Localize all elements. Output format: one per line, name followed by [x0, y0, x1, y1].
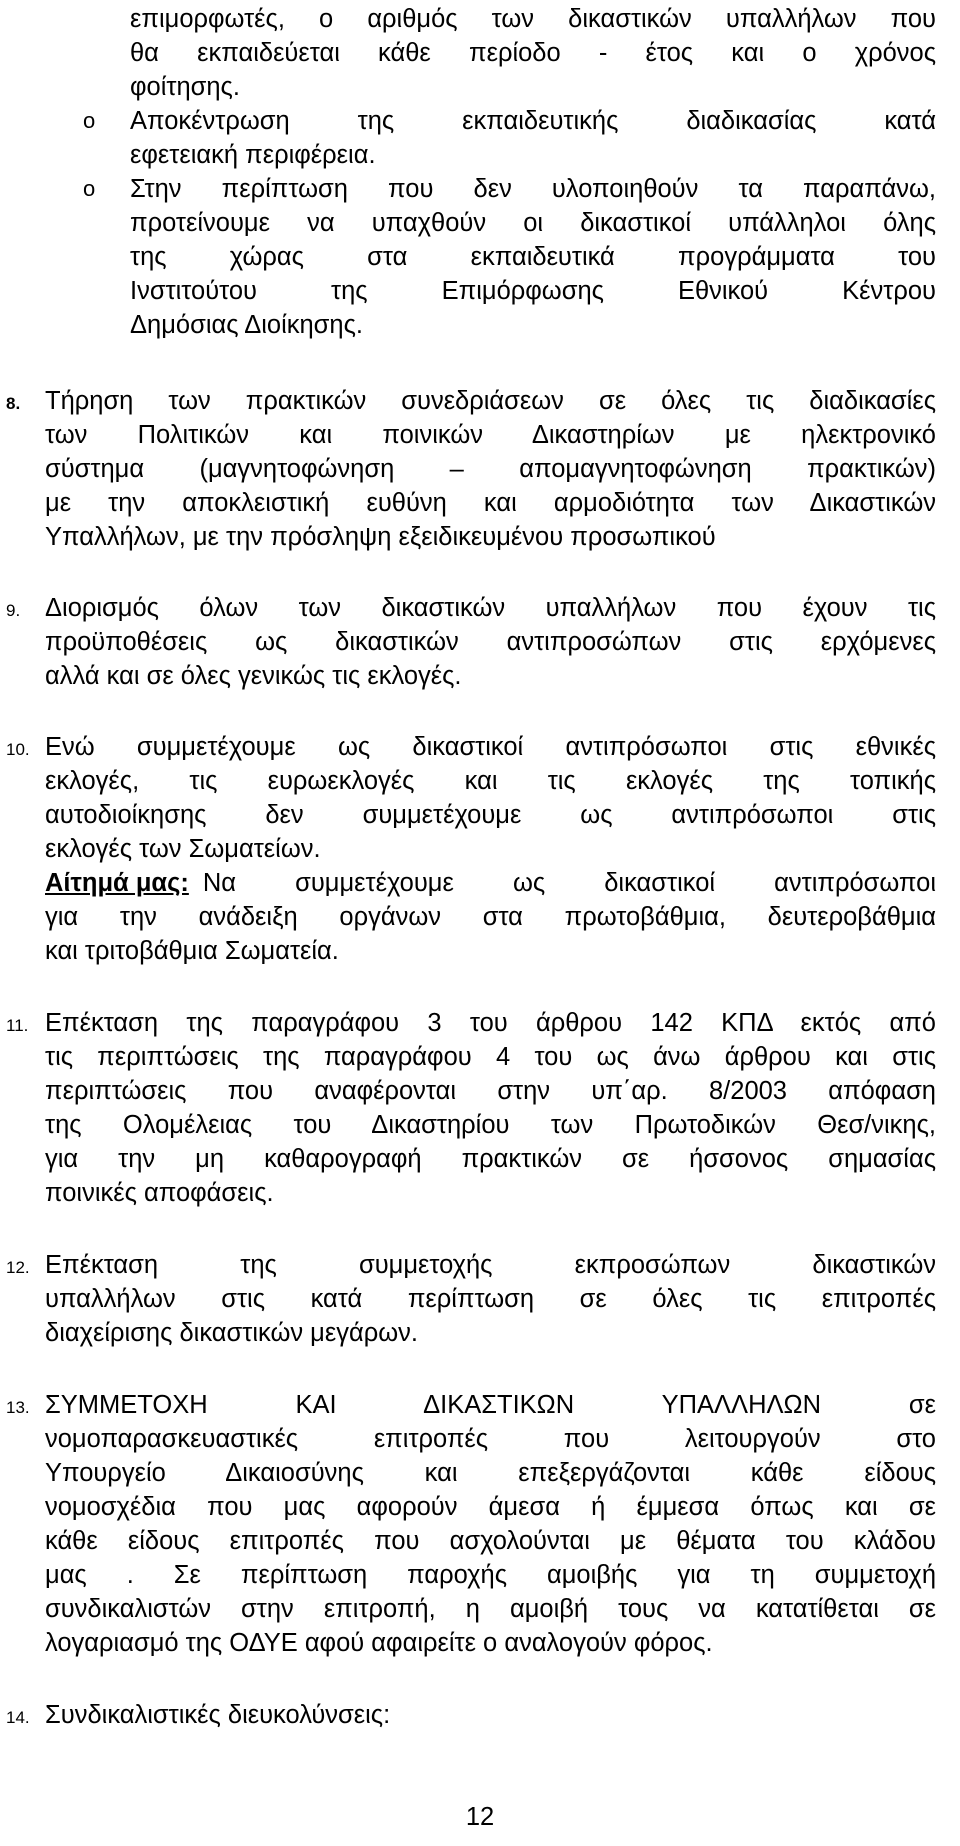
bullet-marker: o [83, 176, 96, 201]
bullet-line: εφετειακή περιφέρεια. [130, 141, 376, 169]
paragraph-line: θα εκπαιδεύεται κάθε περίοδο - έτος και ο χρόνος [130, 39, 936, 67]
item-line: εκλογές των Σωματείων. [45, 835, 321, 863]
item-line: Υπαλλήλων, με την πρόσληψη εξειδικευμένου προσωπικού [45, 523, 716, 551]
item-line: λογαριασμό της ΟΔΥΕ αφού αφαιρείτε ο αναλογούν φόρος. [45, 1629, 713, 1657]
paragraph-line: φοίτησης. [130, 73, 240, 101]
item-line: Επέκταση της παραγράφου 3 του άρθρου 142 ΚΠΔ εκτός από [45, 1009, 936, 1037]
bullet-line: Δημόσιας Διοίκησης. [130, 311, 363, 339]
item-line: Ενώ συμμετέχουμε ως δικαστικοί αντιπρόσωποι στις εθνικές [45, 733, 936, 761]
item-line: με την αποκλειστική ευθύνη και αρμοδιότητα των Δικαστικών [45, 489, 936, 517]
item-line: της Ολομέλειας του Δικαστηρίου των Πρωτοδικών Θεσ/νικης, [45, 1111, 936, 1139]
item-line: ποινικές αποφάσεις. [45, 1179, 274, 1207]
request-line [45, 866, 936, 900]
item-line: αλλά και σε όλες γενικώς τις εκλογές. [45, 662, 462, 690]
request-text: Να συμμετέχουμε ως δικαστικοί αντιπρόσωποι [202, 869, 936, 897]
bullet-line: της χώρας στα εκπαιδευτικά προγράμματα του [130, 243, 936, 271]
item-line: διαχείρισης δικαστικών μεγάρων. [45, 1319, 418, 1347]
item-line: συνδικαλιστών στην επιτροπή, η αμοιβή τους να κατατίθεται σε [45, 1595, 936, 1623]
item-line: αυτοδιοίκησης δεν συμμετέχουμε ως αντιπρόσωποι στις [45, 801, 936, 829]
request-label: Αίτημά μας: [45, 869, 189, 897]
item-line: των Πολιτικών και ποινικών Δικαστηρίων με ηλεκτρονικό [45, 421, 936, 449]
item-number: 13. [6, 1398, 30, 1417]
item-line: εκλογές, τις ευρωεκλογές και τις εκλογές της τοπικής [45, 767, 936, 795]
item-number: 12. [6, 1258, 30, 1277]
paragraph-line: επιμορφωτές, ο αριθμός των δικαστικών υπαλλήλων που [130, 5, 936, 33]
bullet-line: Ινστιτούτου της Επιμόρφωσης Εθνικού Κέντρου [130, 277, 936, 305]
item-line: Υπουργείο Δικαιοσύνης και επεξεργάζονται κάθε είδους [45, 1459, 936, 1487]
item-number: 14. [6, 1708, 30, 1727]
item-line: Διορισμός όλων των δικαστικών υπαλλήλων που έχουν τις [45, 594, 936, 622]
bullet-marker: o [83, 108, 96, 133]
item-line: μας . Σε περίπτωση παροχής αμοιβής για τη συμμετοχή [45, 1561, 936, 1589]
item-number: 9. [6, 601, 21, 620]
item-line: για την μη καθαρογραφή πρακτικών σε ήσσονος σημασίας [45, 1145, 936, 1173]
bullet-line: προτείνουμε να υπαχθούν οι δικαστικοί υπάλληλοι όλης [130, 209, 936, 237]
item-line: κάθε είδους επιτροπές που ασχολούνται με θέματα του κλάδου [45, 1527, 936, 1555]
request-line: και τριτοβάθμια Σωματεία. [45, 937, 339, 965]
item-line: σύστημα (μαγνητοφώνηση – απομαγνητοφώνηση πρακτικών) [45, 455, 936, 483]
item-line: Επέκταση της συμμετοχής εκπροσώπων δικαστικών [45, 1251, 936, 1279]
request-line: για την ανάδειξη οργάνων στα πρωτοβάθμια, δευτεροβάθμια [45, 903, 936, 931]
item-number: 11. [6, 1016, 29, 1035]
page-number: 12 [465, 1803, 495, 1831]
item-line: ΣΥΜΜΕΤΟΧΗ ΚΑΙ ΔΙΚΑΣΤΙΚΩΝ ΥΠΑΛΛΗΛΩΝ σε [45, 1391, 936, 1419]
item-line: νομοπαρασκευαστικές επιτροπές που λειτουργούν στο [45, 1425, 936, 1453]
item-line: νομοσχέδια που μας αφορούν άμεσα ή έμμεσα όπως και σε [45, 1493, 936, 1521]
item-line: Συνδικαλιστικές διευκολύνσεις: [45, 1701, 391, 1729]
item-line: περιπτώσεις που αναφέρονται στην υπ΄αρ. 8/2003 απόφαση [45, 1077, 936, 1105]
bullet-line: Αποκέντρωση της εκπαιδευτικής διαδικασίας κατά [130, 107, 936, 135]
item-number: 8. [6, 394, 21, 413]
bullet-line: Στην περίπτωση που δεν υλοποιηθούν τα παραπάνω, [130, 175, 936, 203]
item-line: υπαλλήλων στις κατά περίπτωση σε όλες τις επιτροπές [45, 1285, 936, 1313]
item-line: Τήρηση των πρακτικών συνεδριάσεων σε όλες τις διαδικασίες [45, 387, 936, 415]
item-line: τις περιπτώσεις της παραγράφου 4 του ως άνω άρθρου και στις [45, 1043, 936, 1071]
item-line: προϋποθέσεις ως δικαστικών αντιπροσώπων στις ερχόμενες [45, 628, 936, 656]
item-number: 10. [6, 740, 30, 759]
